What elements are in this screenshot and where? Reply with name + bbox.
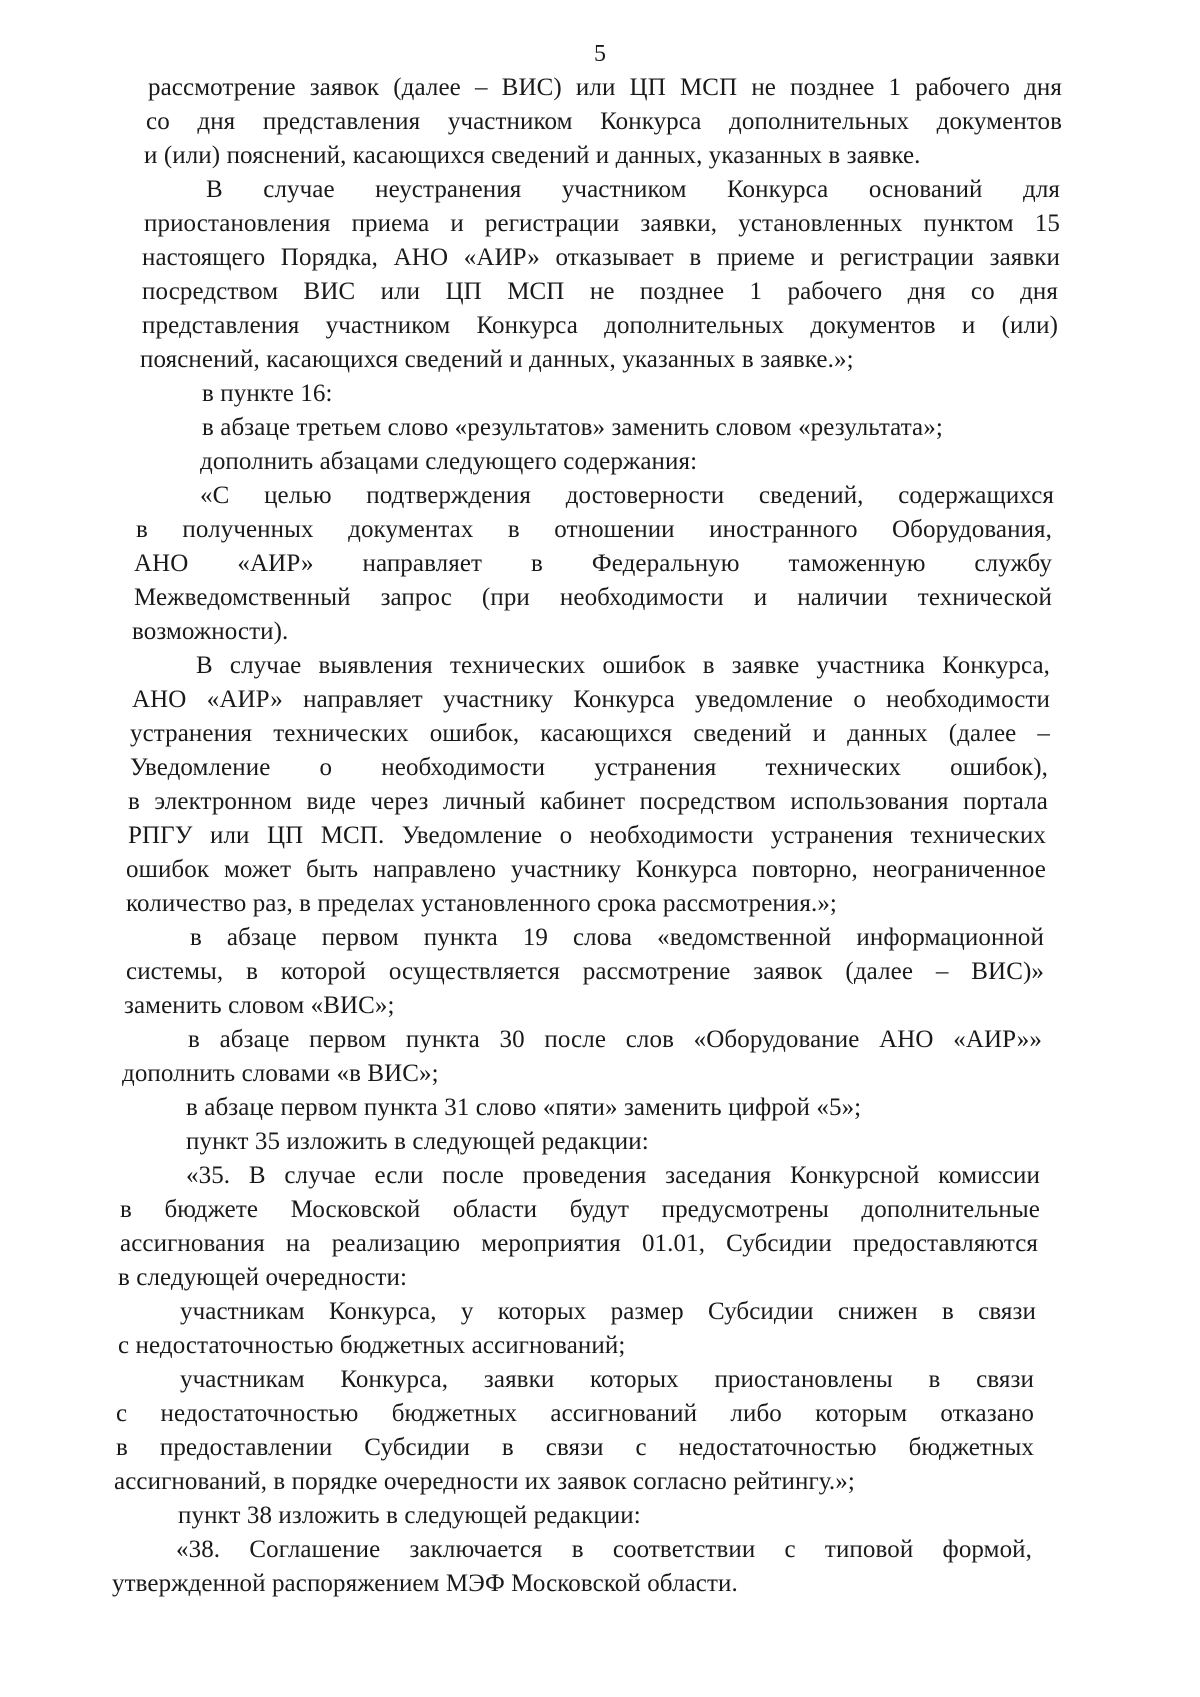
text-line: в полученных документах в отношении иностранного Оборудования, xyxy=(136,516,1052,543)
text-line: В случае неустранения участником Конкурса оснований для xyxy=(206,176,1060,203)
text-line: «38. Соглашение заключается в соответствии с типовой формой, xyxy=(176,1536,1032,1563)
text-line: в электронном виде через личный кабинет посредством использования портала xyxy=(128,788,1048,815)
text-line: «35. В случае если после проведения заседания Конкурсной комиссии xyxy=(186,1162,1040,1189)
text-line: ассигнований, в порядке очередности их заявок согласно рейтингу.»; xyxy=(114,1468,855,1495)
text-line: ошибок может быть направлено участнику Конкурса повторно, неограниченное xyxy=(126,856,1046,883)
text-line: рассмотрение заявок (далее – ВИС) или ЦП МСП не позднее 1 рабочего дня xyxy=(148,74,1062,101)
page-number: 5 xyxy=(594,41,606,67)
text-line: «С целью подтверждения достоверности сведений, содержащихся xyxy=(200,482,1054,509)
text-line: с недостаточностью бюджетных ассигнований либо которым отказано xyxy=(116,1400,1034,1427)
text-line: представления участником Конкурса дополнительных документов и (или) xyxy=(142,312,1058,339)
text-line: АНО «АИР» направляет участнику Конкурса уведомление о необходимости xyxy=(132,686,1050,713)
text-line: АНО «АИР» направляет в Федеральную таможенную службу xyxy=(134,550,1052,577)
text-line: в абзаце третьем слово «результатов» заменить словом «результата»; xyxy=(202,414,943,441)
text-line: приостановления приема и регистрации заявки, установленных пунктом 15 xyxy=(144,210,1060,237)
text-line: заменить словом «ВИС»; xyxy=(124,992,395,1019)
text-line: посредством ВИС или ЦП МСП не позднее 1 рабочего дня со дня xyxy=(142,278,1058,305)
text-line: и (или) пояснений, касающихся сведений и данных, указанных в заявке. xyxy=(144,142,921,169)
text-line: с недостаточностью бюджетных ассигнований; xyxy=(118,1332,626,1359)
text-line: системы, в которой осуществляется рассмотрение заявок (далее – ВИС)» xyxy=(126,958,1044,985)
text-line: настоящего Порядка, АНО «АИР» отказывает в приеме и регистрации заявки xyxy=(142,244,1060,271)
text-line: Межведомственный запрос (при необходимости и наличии технической xyxy=(134,584,1052,611)
text-line: пункт 38 изложить в следующей редакции: xyxy=(178,1502,641,1529)
text-line: со дня представления участником Конкурса дополнительных документов xyxy=(146,108,1062,135)
text-line: в абзаце первом пункта 19 слова «ведомственной информационной xyxy=(190,924,1044,951)
text-line: РПГУ или ЦП МСП. Уведомление о необходимости устранения технических xyxy=(128,822,1046,849)
text-line: в бюджете Московской области будут предусмотрены дополнительные xyxy=(120,1196,1040,1223)
text-line: в пункте 16: xyxy=(202,380,333,407)
text-line: участникам Конкурса, заявки которых приостановлены в связи xyxy=(180,1366,1034,1393)
text-line: ассигнования на реализацию мероприятия 01.01, Субсидии предоставляются xyxy=(120,1230,1038,1257)
text-line: пункт 35 изложить в следующей редакции: xyxy=(186,1128,649,1155)
text-line: количество раз, в пределах установленного срока рассмотрения.»; xyxy=(126,890,837,917)
text-line: утвержденной распоряжением МЭФ Московской области. xyxy=(112,1570,738,1597)
text-line: в абзаце первом пункта 30 после слов «Оборудование АНО «АИР»» xyxy=(188,1026,1042,1053)
text-line: дополнить абзацами следующего содержания: xyxy=(200,448,698,475)
text-line: устранения технических ошибок, касающихся сведений и данных (далее – xyxy=(130,720,1050,747)
text-line: В случае выявления технических ошибок в заявке участника Конкурса, xyxy=(196,652,1050,679)
text-line: участникам Конкурса, у которых размер Субсидии снижен в связи xyxy=(180,1298,1036,1325)
text-line: дополнить словами «в ВИС»; xyxy=(122,1060,439,1087)
text-line: в абзаце первом пункта 31 слово «пяти» заменить цифрой «5»; xyxy=(186,1094,862,1121)
text-line: в следующей очередности: xyxy=(118,1264,408,1291)
text-line: Уведомление о необходимости устранения технических ошибок), xyxy=(130,754,1048,781)
text-line: пояснений, касающихся сведений и данных, указанных в заявке.»; xyxy=(140,346,854,373)
text-line: возможности). xyxy=(132,618,289,645)
text-line: в предоставлении Субсидии в связи с недостаточностью бюджетных xyxy=(116,1434,1034,1461)
